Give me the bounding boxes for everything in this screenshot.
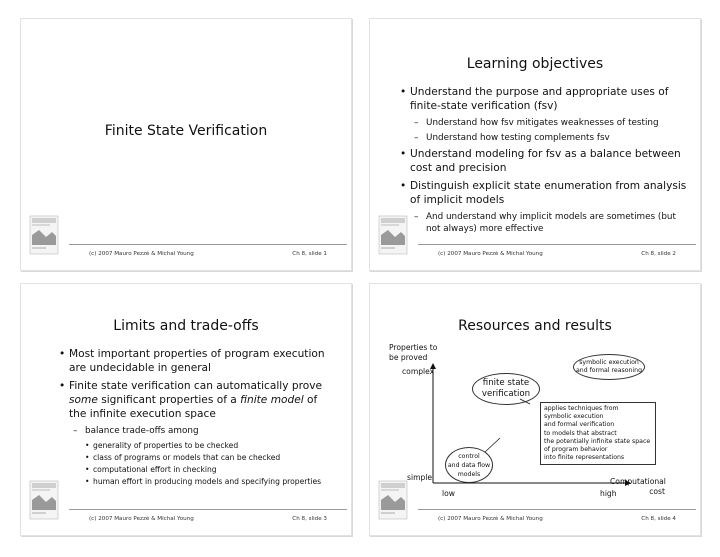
- book-cover-logo-icon: [29, 480, 59, 520]
- footer-divider: [69, 509, 347, 510]
- sub-sub-bullet-item: • computational effort in checking: [59, 464, 329, 475]
- footer-divider: [69, 244, 347, 245]
- slide-3: [20, 283, 352, 536]
- fsv-description-box: applies techniques from symbolic execution and formal verification to models that abstract the potentially infinite state space of program behavior into finite representations: [540, 402, 656, 465]
- simple-label: simple: [407, 473, 433, 482]
- slide-2: [369, 18, 701, 271]
- slide-4: [369, 283, 701, 536]
- sub-bullet-item: – Understand how fsv mitigates weaknesses of testing: [400, 117, 690, 129]
- bullet-item: • Understand the purpose and appropriate uses of finite-state verification (fsv): [400, 85, 690, 113]
- footer-copyright: (c) 2007 Mauro Pezzè & Michal Young: [89, 251, 194, 257]
- slide-4-title: Resources and results: [458, 318, 612, 334]
- slide-1: [20, 18, 352, 271]
- sub-sub-bullet-item: • class of programs or models that can be checked: [59, 452, 329, 463]
- book-cover-logo-icon: [378, 215, 408, 255]
- bullet-item: • Understand modeling for fsv as a balance between cost and precision: [400, 147, 690, 175]
- sub-sub-bullet-item: • generality of properties to be checked: [59, 440, 329, 451]
- footer-slide-number: Ch 8, slide 1: [292, 251, 327, 257]
- objectives-list: [400, 85, 690, 238]
- x-axis-label-line1: Computational: [610, 477, 666, 486]
- footer-slide-number: Ch 8, slide 4: [641, 516, 676, 522]
- slide-2-title: Learning objectives: [466, 56, 604, 72]
- y-axis-label-line1: Properties to: [389, 343, 438, 352]
- book-cover-logo-icon: [29, 215, 59, 255]
- footer-slide-number: Ch 8, slide 3: [292, 516, 327, 522]
- bullet-item: • Most important properties of program execution are undecidable in general: [59, 347, 329, 375]
- tradeoffs-list: [59, 347, 329, 488]
- high-label: high: [600, 489, 617, 498]
- footer-copyright: (c) 2007 Mauro Pezzè & Michal Young: [438, 251, 543, 257]
- footer-copyright: (c) 2007 Mauro Pezzè & Michal Young: [438, 516, 543, 522]
- y-axis-label-line2: be proved: [389, 353, 428, 362]
- footer-divider: [418, 509, 696, 510]
- slide-1-title: Finite State Verification: [104, 123, 268, 139]
- footer-slide-number: Ch 8, slide 2: [641, 251, 676, 257]
- sub-bullet-item: – balance trade-offs among: [59, 425, 329, 437]
- finite-state-verification-ellipse: finite state verification: [472, 373, 540, 405]
- control-connector-line: [485, 438, 500, 452]
- bullet-item: • Finite state verification can automatically prove some significant properties of a finite model of the infinite execution space: [59, 379, 329, 421]
- sub-sub-bullet-item: • human effort in producing models and specifying properties: [59, 476, 329, 487]
- x-axis-label-line2: cost: [649, 487, 665, 496]
- slide-3-title: Limits and trade-offs: [113, 318, 259, 334]
- control-data-flow-ellipse: control and data flow models: [445, 447, 493, 483]
- footer-copyright: (c) 2007 Mauro Pezzè & Michal Young: [89, 516, 194, 522]
- complex-label: complex: [402, 367, 435, 376]
- bullet-item: • Distinguish explicit state enumeration from analysis of implicit models: [400, 179, 690, 207]
- sub-bullet-item: – Understand how testing complements fsv: [400, 132, 690, 144]
- book-cover-logo-icon: [378, 480, 408, 520]
- footer-divider: [418, 244, 696, 245]
- symbolic-execution-ellipse: symbolic execution and formal reasoning: [573, 354, 645, 380]
- sub-bullet-item: – And understand why implicit models are sometimes (but not always) more effective: [400, 211, 690, 235]
- low-label: low: [442, 489, 455, 498]
